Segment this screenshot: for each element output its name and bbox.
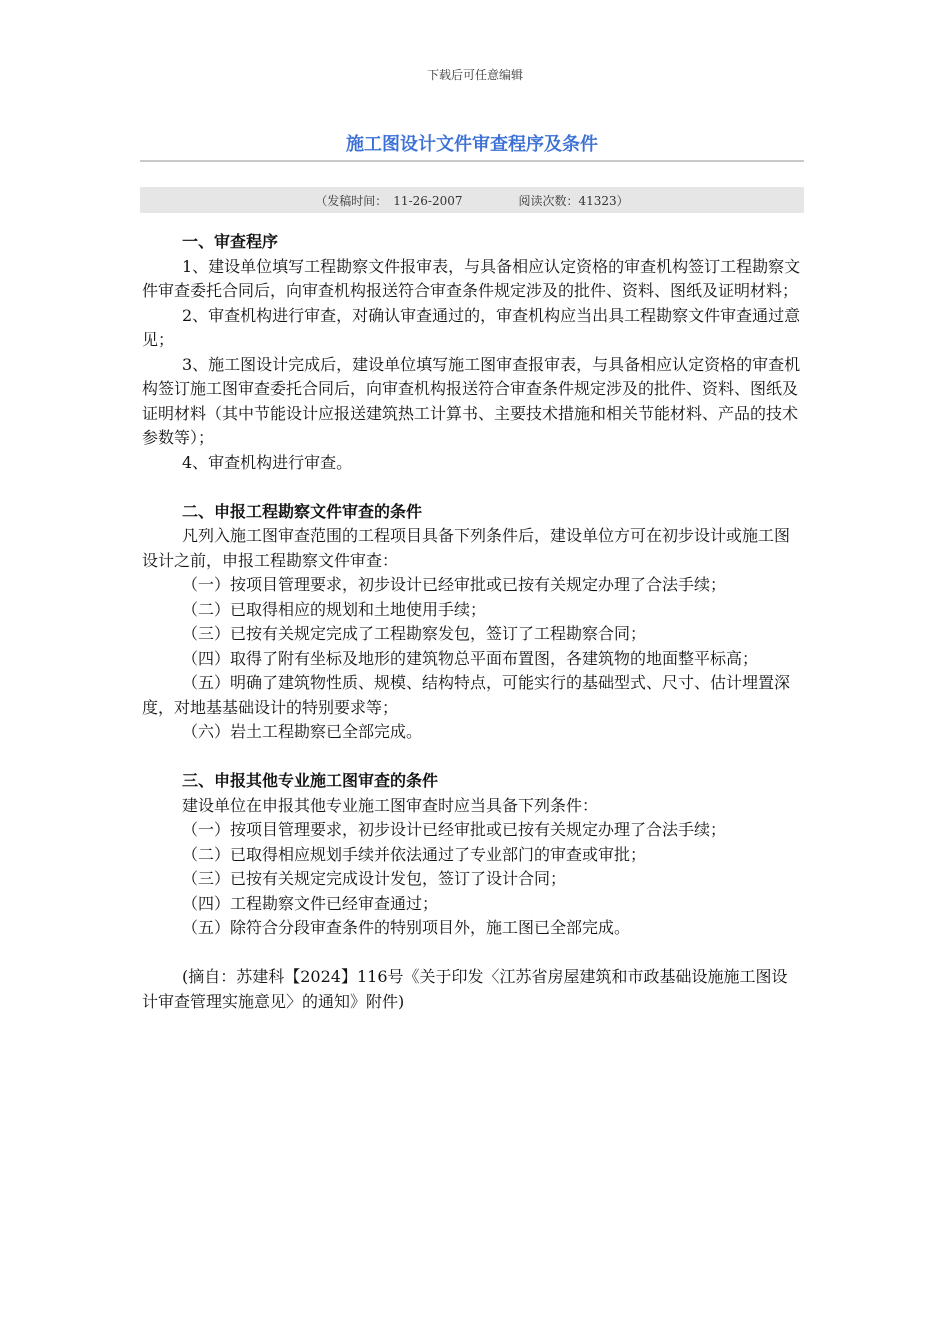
section-2-paragraph: （一）按项目管理要求，初步设计已经审批或已按有关规定办理了合法手续；: [182, 575, 727, 594]
read-count: 阅读次数：41323）: [518, 193, 629, 208]
section-1-paragraph: 2、审查机构进行审查，对确认审查通过的，审查机构应当出具工程勘察文件审查通过意见；: [142, 305, 801, 349]
section-3-heading: 三、申报其他专业施工图审查的条件: [182, 771, 439, 790]
source-note: (摘自：苏建科【2024】116号《关于印发〈江苏省房屋建筑和市政基础设施施工图设计审查管理实施意见〉的通知》附件): [142, 967, 788, 1011]
section-2-paragraph: （三）已按有关规定完成了工程勘察发包，签订了工程勘察合同；: [182, 624, 647, 643]
section-3-paragraph: （一）按项目管理要求，初步设计已经审批或已按有关规定办理了合法手续；: [182, 820, 727, 839]
section-3-paragraph: （五）除符合分段审查条件的特别项目外，施工图已全部完成。: [182, 918, 631, 937]
section-spacer: [142, 745, 802, 770]
section-2-paragraph: 凡列入施工图审查范围的工程项目具备下列条件后，建设单位方可在初步设计或施工图设计之前，申报工程勘察文件审查：: [142, 526, 791, 570]
section-1-paragraph: 3、施工图设计完成后，建设单位填写施工图审查报审表，与具备相应认定资格的审查机构签订施工图审查委托合同后，向审查机构报送符合审查条件规定涉及的批件、资料、图纸及证明材料（其中节能设计应报送建筑热工计算书、主要技术措施和相关节能材料、产品的技术参数等）；: [142, 354, 801, 447]
section-2-paragraph: （五）明确了建筑物性质、规模、结构特点，可能实行的基础型式、尺寸、估计埋置深度，对地基基础设计的特别要求等；: [142, 673, 791, 717]
section-1-paragraph: 1、建设单位填写工程勘察文件报审表，与具备相应认定资格的审查机构签订工程勘察文件审查委托合同后，向审查机构报送符合审查条件规定涉及的批件、资料、图纸及证明材料；: [142, 256, 801, 300]
meta-bar: [140, 187, 804, 213]
section-2-paragraph: （六）岩土工程勘察已全部完成。: [182, 722, 423, 741]
section-2-paragraph: （二）已取得相应的规划和土地使用手续；: [182, 599, 487, 619]
page-title: 施工图设计文件审查程序及条件: [346, 134, 598, 155]
section-2-paragraph: （四）取得了附有坐标及地形的建筑物总平面布置图，各建筑物的地面整平标高；: [182, 648, 759, 668]
section-spacer: [142, 475, 802, 500]
section-2-heading: 二、申报工程勘察文件审查的条件: [182, 501, 423, 521]
header-note: 下载后可任意编辑: [426, 68, 523, 82]
section-3-paragraph: （四）工程勘察文件已经审查通过；: [182, 893, 439, 913]
section-1-paragraph: 4、审查机构进行审查。: [182, 452, 353, 472]
section-3-paragraph: 建设单位在申报其他专业施工图审查时应当具备下列条件：: [182, 795, 599, 815]
article-body: [142, 230, 802, 1014]
section-1-heading: 一、审查程序: [182, 232, 279, 251]
section-spacer: [142, 941, 802, 966]
section-3-paragraph: （三）已按有关规定完成设计发包，签订了设计合同；: [182, 869, 567, 888]
section-3-paragraph: （二）已取得相应规划手续并依法通过了专业部门的审查或审批；: [182, 844, 647, 864]
post-time: （发稿时间： 11-26-2007: [315, 193, 463, 208]
title-divider: [140, 160, 804, 162]
